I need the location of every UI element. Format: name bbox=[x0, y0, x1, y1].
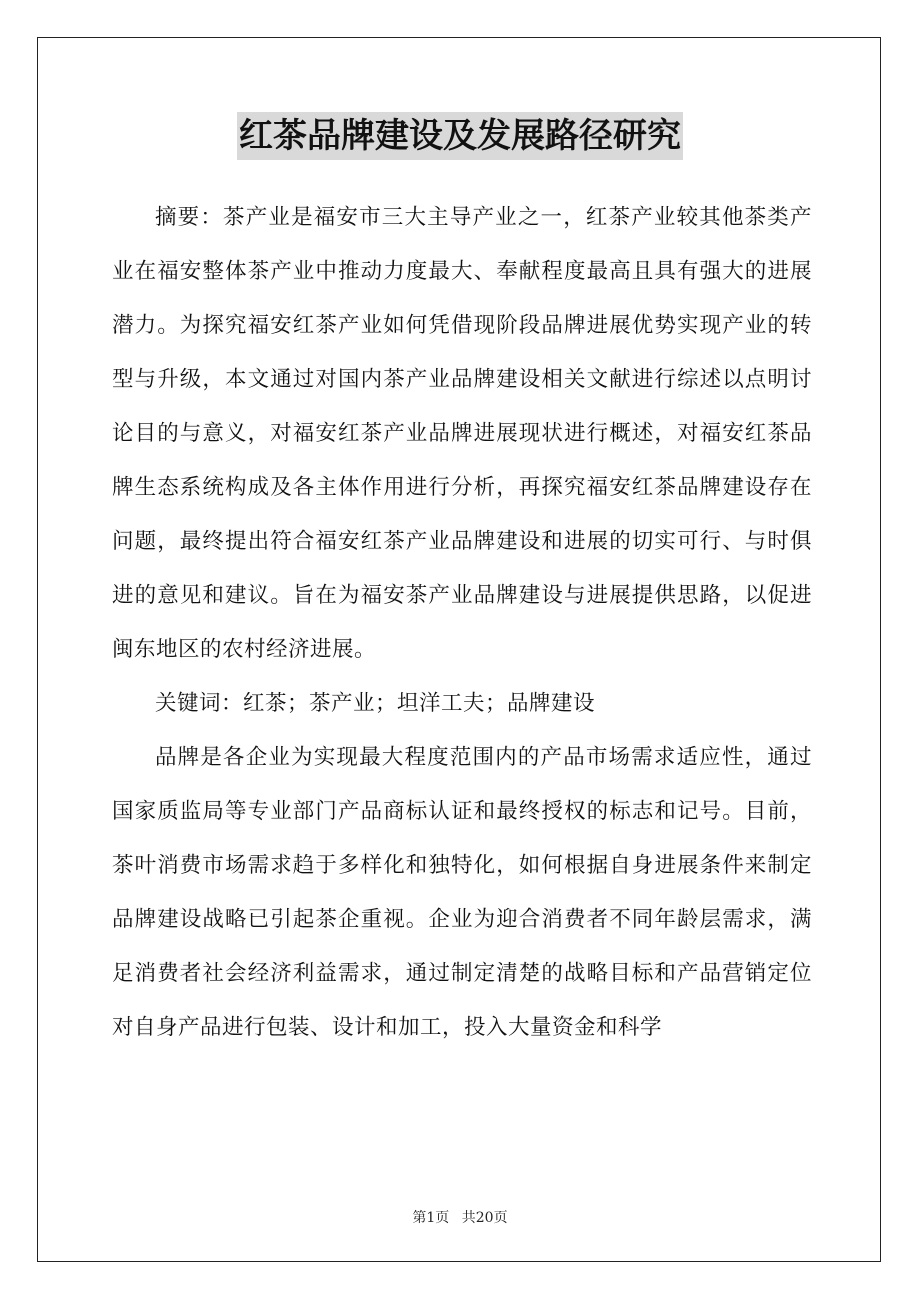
document-title: 红茶品牌建设及发展路径研究 bbox=[237, 112, 683, 160]
abstract-paragraph: 摘要：茶产业是福安市三大主导产业之一，红茶产业较其他茶类产业在福安整体茶产业中推动力度最大、奉献程度最高且具有强大的进展潜力。为探究福安红茶产业如何凭借现阶段品牌进展优势实现产业的转型与升级，本文通过对国内茶产业品牌建设相关文献进行综述以点明讨论目的与意义，对福安红茶产业品牌进展现状进行概述，对福安红茶品牌生态系统构成及各主体作用进行分析，再探究福安红茶品牌建设存在问题，最终提出符合福安红茶产业品牌建设和进展的切实可行、与时俱进的意见和建议。旨在为福安茶产业品牌建设与进展提供思路，以促进闽东地区的农村经济进展。 bbox=[112, 205, 812, 662]
keywords-paragraph: 关键词：红茶；茶产业；坦洋工夫；品牌建设 bbox=[155, 691, 596, 716]
page-number: 第1页 bbox=[412, 1210, 450, 1226]
title-container bbox=[0, 112, 920, 160]
page-footer bbox=[0, 1207, 920, 1227]
total-pages: 共20页 bbox=[461, 1210, 508, 1226]
document-body bbox=[112, 191, 812, 1055]
body-paragraph: 品牌是各企业为实现最大程度范围内的产品市场需求适应性，通过国家质监局等专业部门产品商标认证和最终授权的标志和记号。目前，茶叶消费市场需求趋于多样化和独特化，如何根据自身进展条件来制定品牌建设战略已引起茶企重视。企业为迎合消费者不同年龄层需求，满足消费者社会经济利益需求，通过制定清楚的战略目标和产品营销定位对自身产品进行包装、设计和加工，投入大量资金和科学 bbox=[112, 745, 812, 1040]
